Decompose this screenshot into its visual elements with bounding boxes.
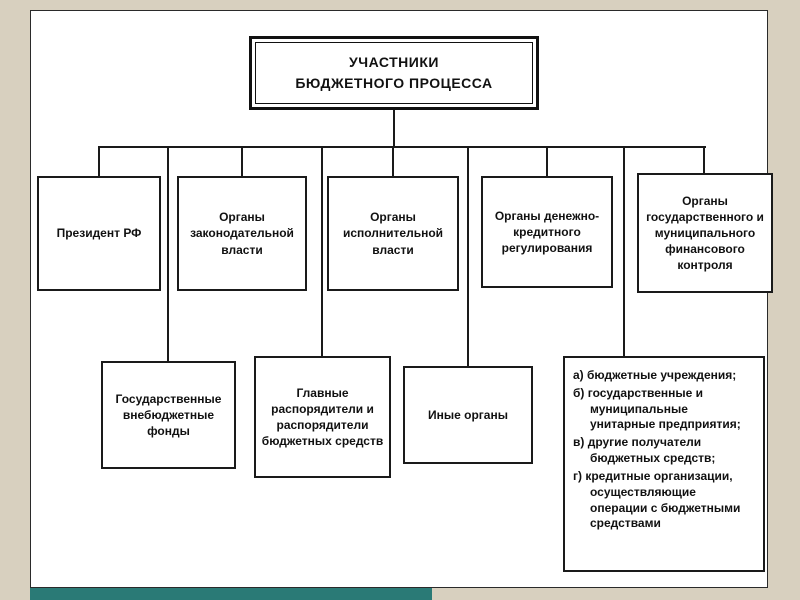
node-other-bodies [403,366,533,464]
recipients-item-v: в) другие получатели бюджетных средств; [573,435,716,466]
connector-branch-administrators [321,146,323,356]
connector-stub-president [98,146,100,176]
node-legislative-label: Органы законодательной власти [190,210,294,257]
node-fincontrol [637,173,773,293]
title-line-1: УЧАСТНИКИ [349,54,439,70]
node-administrators [254,356,391,478]
node-extrabudgetary-funds-label: Государственные внебюджетные фонды [115,391,222,439]
connector-rail [98,146,706,148]
node-fincontrol-label: Органы государственного и муниципального финансового контроля [646,193,764,273]
connector-branch-funds [167,146,169,361]
node-extrabudgetary-funds [101,361,236,469]
node-recipients-list [563,356,765,572]
node-legislative [177,176,307,291]
participants-title [255,42,533,104]
node-administrators-label: Главные распорядители и распорядители бюджетных средств [261,385,384,449]
connector-stub-fincontrol [703,146,705,176]
recipients-item-g: г) кредитные организации, осуществляющие операции с бюджетными средствами [573,468,741,531]
node-monetary-label: Органы денежно-кредитного регулирования [494,208,600,256]
connector-branch-recipients [623,146,625,356]
connector-stub-monetary [546,146,548,176]
recipients-item-b: б) государственные и муниципальные унитарные предприятия; [573,385,741,432]
participants-title-box [249,36,539,110]
connector-trunk [393,110,395,146]
node-executive-label: Органы исполнительной власти [342,210,444,257]
connector-stub-legislative [241,146,243,176]
accent-bar [30,588,432,600]
node-president [37,176,161,291]
recipients-item-a: а) бюджетные учреждения; [573,368,737,382]
node-president-label: Президент РФ [56,226,142,241]
connector-stub-executive [392,146,394,176]
diagram-page [30,10,768,588]
connector-branch-other-bodies [467,146,469,366]
title-line-2: БЮДЖЕТНОГО ПРОЦЕССА [295,75,493,91]
node-executive [327,176,459,291]
node-monetary [481,176,613,288]
node-other-bodies-label: Иные органы [428,407,508,422]
